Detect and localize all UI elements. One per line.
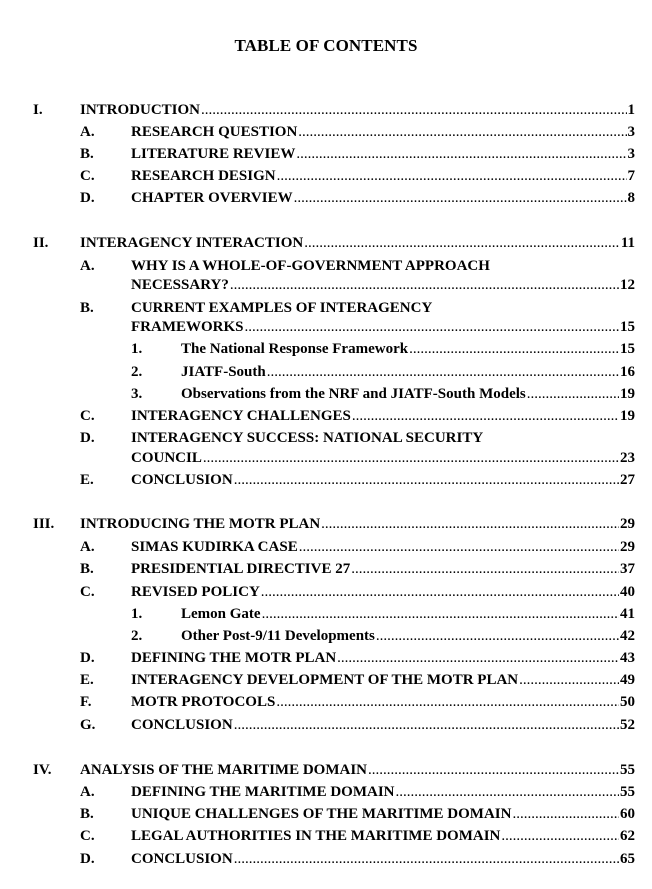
toc-section-entry[interactable] [0, 187, 652, 209]
page-number: 55 [620, 762, 635, 778]
dot-leader [368, 759, 619, 781]
page-number: 15 [620, 319, 635, 335]
dot-leader [512, 803, 619, 825]
section-letter: C. [80, 828, 95, 844]
section-letter: D. [80, 851, 95, 867]
section-letter: E. [80, 472, 94, 488]
subsection-title: The National Response Framework [181, 341, 409, 357]
dot-leader [409, 338, 619, 360]
section-title: LEGAL AUTHORITIES IN THE MARITIME DOMAIN [131, 828, 501, 844]
subsection-title: Observations from the NRF and JIATF-South Models [181, 386, 526, 402]
dot-leader [276, 691, 619, 713]
page-number: 15 [620, 341, 635, 357]
toc-section-entry[interactable] [0, 581, 652, 603]
chapter-number: I. [33, 102, 43, 118]
toc-section-entry[interactable] [0, 558, 652, 580]
page-number: 37 [620, 561, 635, 577]
page-number: 50 [620, 694, 635, 710]
dot-leader [234, 714, 619, 736]
subsection-number: 1. [131, 341, 143, 357]
section-title: COUNCIL [131, 450, 202, 466]
chapter-title: INTERAGENCY INTERACTION [80, 235, 304, 251]
section-letter: A. [80, 124, 95, 140]
subsection-title: Lemon Gate [181, 606, 261, 622]
chapter-number: III. [33, 516, 55, 532]
toc-section-entry[interactable] [0, 121, 652, 143]
dot-leader [337, 647, 619, 669]
page-number: 55 [620, 784, 635, 800]
toc-section-entry[interactable] [0, 691, 652, 713]
section-letter: E. [80, 672, 94, 688]
section-title: PRESIDENTIAL DIRECTIVE 27 [131, 561, 351, 577]
section-title: RESEARCH QUESTION [131, 124, 298, 140]
dot-leader [267, 361, 619, 383]
section-letter: A. [80, 539, 95, 555]
toc-chapter-entry[interactable] [0, 513, 652, 535]
toc-chapter-entry[interactable] [0, 759, 652, 781]
toc-section-entry[interactable] [0, 848, 652, 870]
section-title: INTERAGENCY CHALLENGES [131, 408, 351, 424]
section-title: UNIQUE CHALLENGES OF THE MARITIME DOMAIN [131, 806, 512, 822]
page-number: 40 [620, 584, 635, 600]
dot-leader [298, 121, 626, 143]
toc-subsection-entry[interactable] [0, 603, 652, 625]
page-number: 8 [627, 190, 635, 206]
dot-leader [501, 825, 619, 847]
section-title: CONCLUSION [131, 472, 233, 488]
page-number: 1 [627, 102, 635, 118]
subsection-number: 3. [131, 386, 143, 402]
subsection-number: 2. [131, 364, 143, 380]
page-number: 49 [620, 672, 635, 688]
section-letter: B. [80, 146, 94, 162]
section-title: LITERATURE REVIEW [131, 146, 296, 162]
section-letter: D. [80, 430, 95, 446]
section-letter: B. [80, 806, 94, 822]
page-number: 19 [620, 408, 635, 424]
dot-leader [519, 669, 619, 691]
section-letter: A. [80, 258, 95, 274]
page-number: 3 [627, 146, 635, 162]
page-number: 52 [620, 717, 635, 733]
chapter-title: INTRODUCING THE MOTR PLAN [80, 516, 321, 532]
section-letter: C. [80, 408, 95, 424]
section-title: MOTR PROTOCOLS [131, 694, 276, 710]
page-number: 60 [620, 806, 635, 822]
section-title: FRAMEWORKS [131, 319, 244, 335]
section-title: DEFINING THE MOTR PLAN [131, 650, 337, 666]
section-title: NECESSARY? [131, 277, 229, 293]
toc-section-entry-continuation[interactable] [0, 274, 652, 296]
section-title: CHAPTER OVERVIEW [131, 190, 293, 206]
section-letter: F. [80, 694, 92, 710]
subsection-number: 1. [131, 606, 143, 622]
chapter-number: IV. [33, 762, 52, 778]
toc-section-entry[interactable] [0, 803, 652, 825]
dot-leader [396, 781, 620, 803]
section-title: CONCLUSION [131, 717, 233, 733]
page-number: 27 [620, 472, 635, 488]
toc-section-entry[interactable] [0, 647, 652, 669]
dot-leader [230, 274, 619, 296]
page-number: 62 [620, 828, 635, 844]
toc-subsection-entry[interactable] [0, 625, 652, 647]
section-letter: D. [80, 650, 95, 666]
dot-leader [296, 143, 626, 165]
toc-section-entry[interactable] [0, 427, 652, 449]
toc-chapter-entry[interactable] [0, 232, 652, 254]
dot-leader [277, 165, 627, 187]
section-title: RESEARCH DESIGN [131, 168, 276, 184]
chapter-title: ANALYSIS OF THE MARITIME DOMAIN [80, 762, 367, 778]
page-number: 23 [620, 450, 635, 466]
dot-leader [376, 625, 619, 647]
dot-leader [527, 383, 619, 405]
toc-section-entry-continuation[interactable] [0, 316, 652, 338]
section-title: CONCLUSION [131, 851, 233, 867]
dot-leader [299, 536, 619, 558]
subsection-title: Other Post-9/11 Developments [181, 628, 375, 644]
dot-leader [352, 405, 619, 427]
dot-leader [245, 316, 620, 338]
dot-leader [262, 603, 619, 625]
section-title-line1: CURRENT EXAMPLES OF INTERAGENCY [131, 300, 433, 316]
page-number: 29 [620, 539, 635, 555]
toc-section-entry-continuation[interactable] [0, 447, 652, 469]
chapter-number: II. [33, 235, 49, 251]
section-letter: C. [80, 168, 95, 184]
toc-chapter-entry[interactable] [0, 99, 652, 121]
section-title-line1: INTERAGENCY SUCCESS: NATIONAL SECURITY [131, 430, 484, 446]
toc-section-entry[interactable] [0, 825, 652, 847]
toc-section-entry[interactable] [0, 669, 652, 691]
dot-leader [234, 469, 619, 491]
page-number: 65 [620, 851, 635, 867]
page-number: 41 [620, 606, 635, 622]
section-title-line1: WHY IS A WHOLE-OF-GOVERNMENT APPROACH [131, 258, 490, 274]
toc-subsection-entry[interactable] [0, 383, 652, 405]
dot-leader [351, 558, 619, 580]
section-letter: A. [80, 784, 95, 800]
chapter-title: INTRODUCTION [80, 102, 201, 118]
dot-leader [304, 232, 620, 254]
toc-section-entry[interactable] [0, 165, 652, 187]
dot-leader [203, 447, 619, 469]
section-title: INTERAGENCY DEVELOPMENT OF THE MOTR PLAN [131, 672, 519, 688]
section-letter: B. [80, 300, 94, 316]
dot-leader [261, 581, 619, 603]
subsection-title: JIATF-South [181, 364, 266, 380]
page-number: 42 [620, 628, 635, 644]
section-letter: D. [80, 190, 95, 206]
toc-section-entry[interactable] [0, 143, 652, 165]
page-number: 16 [620, 364, 635, 380]
page-number: 29 [620, 516, 635, 532]
toc-section-entry[interactable] [0, 536, 652, 558]
dot-leader [234, 848, 619, 870]
dot-leader [321, 513, 619, 535]
toc-subsection-entry[interactable] [0, 338, 652, 360]
section-title: DEFINING THE MARITIME DOMAIN [131, 784, 395, 800]
page-number: 43 [620, 650, 635, 666]
page-number: 12 [620, 277, 635, 293]
toc-section-entry[interactable] [0, 781, 652, 803]
page-number: 11 [620, 235, 635, 251]
dot-leader [201, 99, 626, 121]
section-letter: B. [80, 561, 94, 577]
toc-subsection-entry[interactable] [0, 361, 652, 383]
toc-section-entry[interactable] [0, 714, 652, 736]
page-number: 7 [627, 168, 635, 184]
page-title: TABLE OF CONTENTS [234, 36, 418, 55]
section-title: SIMAS KUDIRKA CASE [131, 539, 298, 555]
page-number: 19 [620, 386, 635, 402]
section-letter: G. [80, 717, 96, 733]
page-number: 3 [627, 124, 635, 140]
toc-section-entry[interactable] [0, 469, 652, 491]
section-letter: C. [80, 584, 95, 600]
toc-section-entry[interactable] [0, 405, 652, 427]
section-title: REVISED POLICY [131, 584, 260, 600]
dot-leader [294, 187, 627, 209]
subsection-number: 2. [131, 628, 143, 644]
